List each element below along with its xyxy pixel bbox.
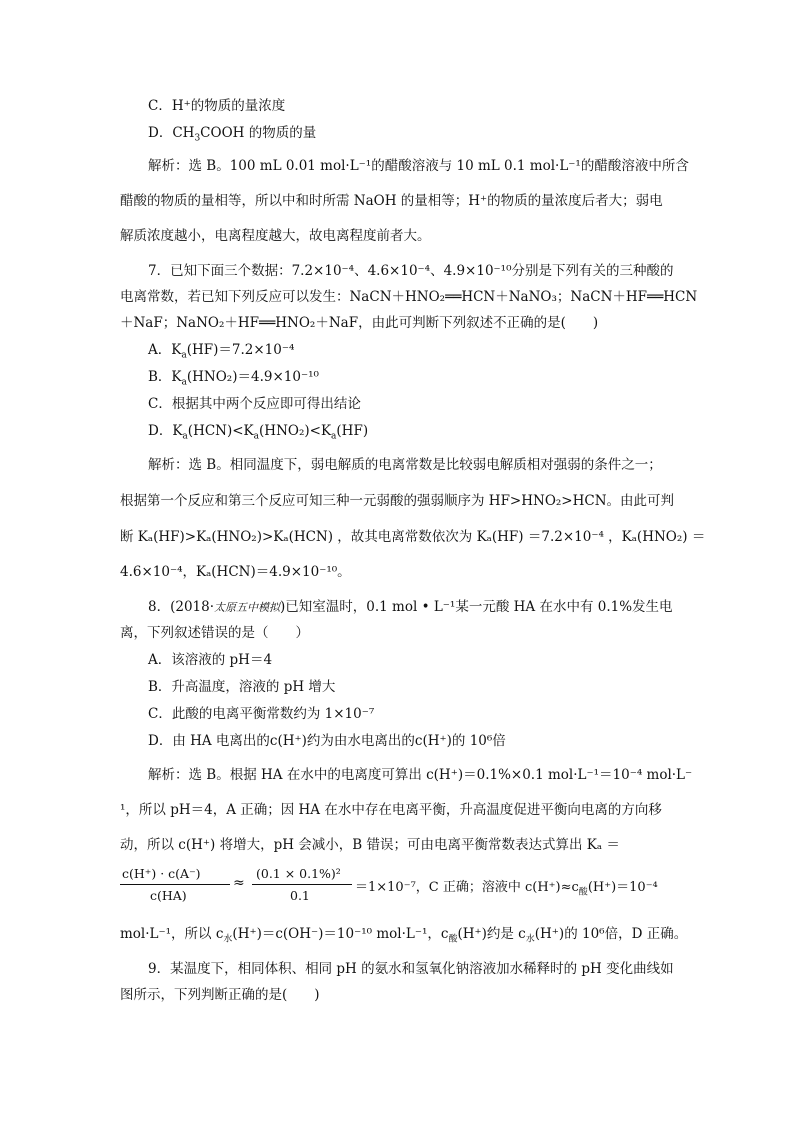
- q7-option-a: A．$K_a(HF)=7.2\times 10^{-4}$: [148, 342, 295, 361]
- q7-option-c: C．根据其中两个反应即可得出结论: [148, 396, 361, 412]
- q7-explanation-line4: 4.6×10⁻⁴，Kₐ(HCN)＝4.9×10⁻¹⁰。: [120, 564, 351, 580]
- q6-explanation-line1: 解析：选 B。100 mL 0.01 mol·L⁻¹的醋酸溶液与 10 mL 0.1 mol·L⁻¹的醋酸溶液中所含: [148, 158, 689, 174]
- q7-option-b: B．$K_a(HNO_2)=4.9\times 10^{-10}$: [148, 369, 319, 388]
- fraction1-denominator: c(HA): [150, 888, 187, 903]
- q8-explanation-line3: 动，所以 c(H⁺) 将增大，pH 会减小，B 错误；可由电离平衡常数表达式算出 Kₐ ＝: [120, 837, 620, 853]
- q8-stem-line1: 8．(2018·太原五中模拟)已知室温时，0.1 mol • L⁻¹某一元酸 HA 在水中有 0.1%发生电: [148, 599, 673, 615]
- q8-fraction-expression: [120, 866, 680, 906]
- q8-explanation-line5: mol·L⁻¹，所以 $c_水(H^+)=c(OH^-)=10^{-10}$ mol·L⁻¹，$c_酸(H^+)$约是 $c_水(H^+)$的 10⁶倍，D 正确。: [120, 926, 688, 945]
- q8-option-d: D．由 HA 电离出的c(H⁺)约为由水电离出的c(H⁺)的 10⁶倍: [148, 733, 506, 749]
- approx-sign: ≈: [233, 875, 245, 891]
- fraction2-bar: [252, 884, 352, 885]
- q6-explanation-line3: 解质浓度越小，电离程度越大，故电离程度前者大。: [120, 228, 431, 244]
- q7-explanation-line2: 根据第一个反应和第三个反应可知三种一元弱酸的强弱顺序为 HF>HNO₂>HCN。由此可判: [120, 493, 675, 509]
- q8-option-a: A．该溶液的 pH＝4: [148, 652, 273, 668]
- fraction1-numerator: c(H⁺) · c(A⁻): [122, 866, 201, 881]
- q7-stem-line3: ＋NaF；NaNO₂＋HF══HNO₂＋NaF，由此可判断下列叙述不正确的是( ): [120, 315, 599, 331]
- q8-stem-line2: 离，下列叙述错误的是（ ）: [120, 625, 309, 641]
- q6-option-c: C．H⁺的物质的量浓度: [148, 98, 286, 114]
- q7-explanation-line3: 断 Kₐ(HF)>Kₐ(HNO₂)>Kₐ(HCN) ，故其电离常数依次为 Kₐ(HF) ＝7.2×10⁻⁴ ，Kₐ(HNO₂) ＝: [120, 529, 706, 545]
- q7-explanation-line1: 解析：选 B。相同温度下，弱电解质的电离常数是比较弱电解质相对强弱的条件之一；: [148, 457, 662, 473]
- q6-explanation-line2: 醋酸的物质的量相等，所以中和时所需 NaOH 的量相等；H⁺的物质的量浓度后者大；弱电: [120, 193, 663, 209]
- q8-explanation-line4: ＝1×10⁻⁷，C 正确；溶液中 $c(H^+)\approx c_酸(H^+)=10^{-4}$: [355, 880, 658, 898]
- q8-source: 太原五中模拟: [214, 601, 281, 614]
- q9-stem-line1: 9．某温度下，相同体积、相同 pH 的氨水和氢氧化钠溶液加水稀释时的 pH 变化曲线如: [148, 961, 674, 977]
- q8-explanation-line2: ¹，所以 pH＝4，A 正确；因 HA 在水中存在电离平衡，升高温度促进平衡向电离的方向移: [120, 802, 662, 818]
- q7-stem-line2: 电离常数，若已知下列反应可以发生：NaCN＋HNO₂══HCN＋NaNO₃；NaCN＋HF══HCN: [120, 289, 698, 305]
- q8-explanation-line1: 解析：选 B。根据 HA 在水中的电离度可算出 c(H⁺)＝0.1%×0.1 mol·L⁻¹＝10⁻⁴ mol·L⁻: [148, 767, 693, 783]
- q7-option-d: D．$K_a(HCN)<K_a(HNO_2)<K_a(HF)$: [148, 423, 369, 442]
- fraction2-numerator: (0.1 × 0.1%)²: [256, 866, 341, 881]
- fraction2-denominator: 0.1: [290, 888, 310, 903]
- q8-option-c: C．此酸的电离平衡常数约为 1×10⁻⁷: [148, 706, 375, 722]
- q9-stem-line2: 图所示，下列判断正确的是( ): [120, 987, 320, 1003]
- q6-option-d: D．$CH_3COOH$ 的物质的量: [148, 125, 317, 144]
- fraction1-bar: [120, 884, 230, 885]
- q7-stem-line1: 7．已知下面三个数据：7.2×10⁻⁴、4.6×10⁻⁴、4.9×10⁻¹⁰分别是下列有关的三种酸的: [148, 263, 674, 279]
- q8-option-b: B．升高温度，溶液的 pH 增大: [148, 679, 336, 695]
